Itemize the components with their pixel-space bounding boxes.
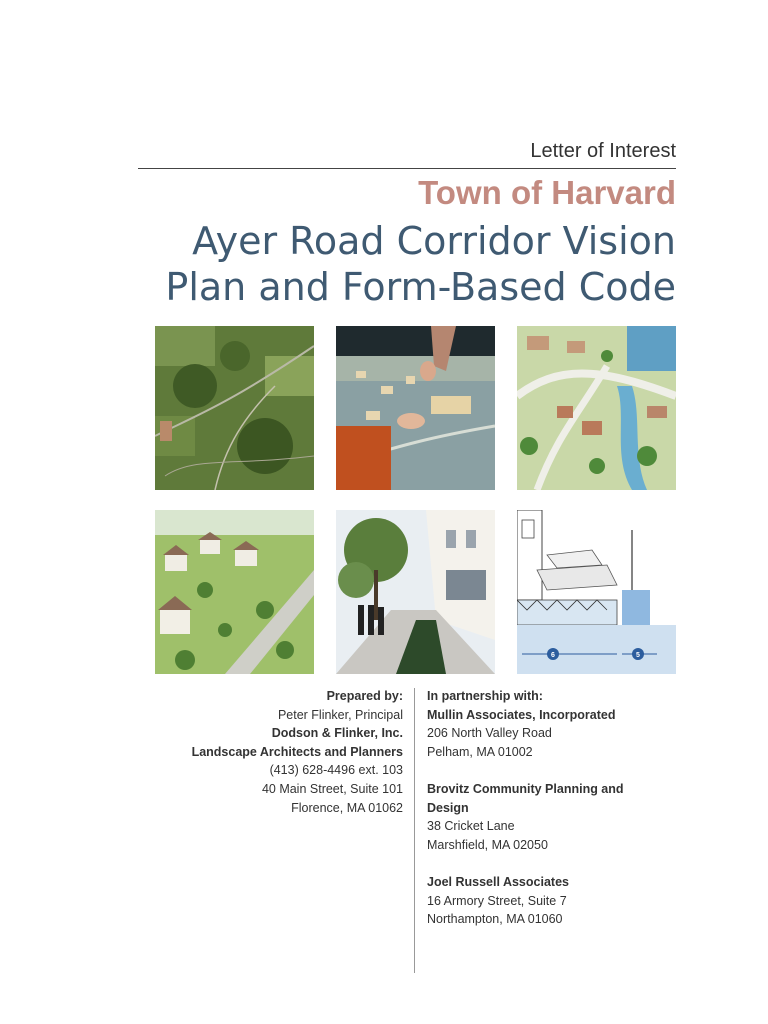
partner-brovitz-city: Marshfield, MA 02050 — [427, 837, 548, 852]
prepared-by-firm: Dodson & Flinker, Inc. — [271, 726, 403, 741]
header-rule — [138, 168, 676, 169]
partner-russell-address: 16 Armory Street, Suite 7 — [427, 893, 567, 908]
prepared-by-address: 40 Main Street, Suite 101 — [261, 781, 403, 796]
dimension-label-5: 5 — [636, 652, 640, 659]
site-plan-map — [517, 326, 676, 490]
model-workshop-photo — [336, 326, 495, 490]
prepared-by-block — [192, 687, 403, 817]
project-title — [165, 218, 676, 310]
street-rendering — [336, 510, 495, 674]
document-type: Letter of Interest — [530, 140, 676, 162]
partner-russell-name: Joel Russell Associates — [427, 874, 569, 889]
town-title: Town of Harvard — [418, 174, 676, 211]
aerial-photo — [155, 326, 314, 490]
partner-mullin-name: Mullin Associates, Incorporated — [427, 707, 616, 722]
partners-block — [427, 687, 657, 929]
partner-mullin-city: Pelham, MA 01002 — [427, 744, 533, 759]
prepared-by-firm-type: Landscape Architects and Planners — [191, 744, 403, 759]
prepared-by-label: Prepared by: — [326, 689, 403, 703]
prepared-by-city: Florence, MA 01062 — [291, 800, 403, 815]
partners-label: In partnership with: — [427, 689, 543, 703]
partner-mullin-address: 206 North Valley Road — [427, 726, 552, 741]
partner-brovitz-name: Brovitz Community Planning and — [427, 781, 624, 796]
project-title-line1: Ayer Road Corridor Vision — [192, 219, 676, 263]
partner-russell-city: Northampton, MA 01060 — [427, 912, 563, 927]
prepared-by-phone: (413) 628-4496 ext. 103 — [269, 763, 403, 778]
prepared-by-principal: Peter Flinker, Principal — [277, 707, 403, 722]
partner-brovitz-address: 38 Cricket Lane — [427, 819, 515, 834]
column-divider — [414, 688, 415, 973]
dimension-label-6: 6 — [551, 652, 555, 659]
partner-brovitz-name-cont: Design — [427, 800, 469, 815]
project-title-line2: Plan and Form-Based Code — [165, 265, 676, 309]
streetscape-sketch — [517, 510, 676, 674]
neighborhood-rendering — [155, 510, 314, 674]
